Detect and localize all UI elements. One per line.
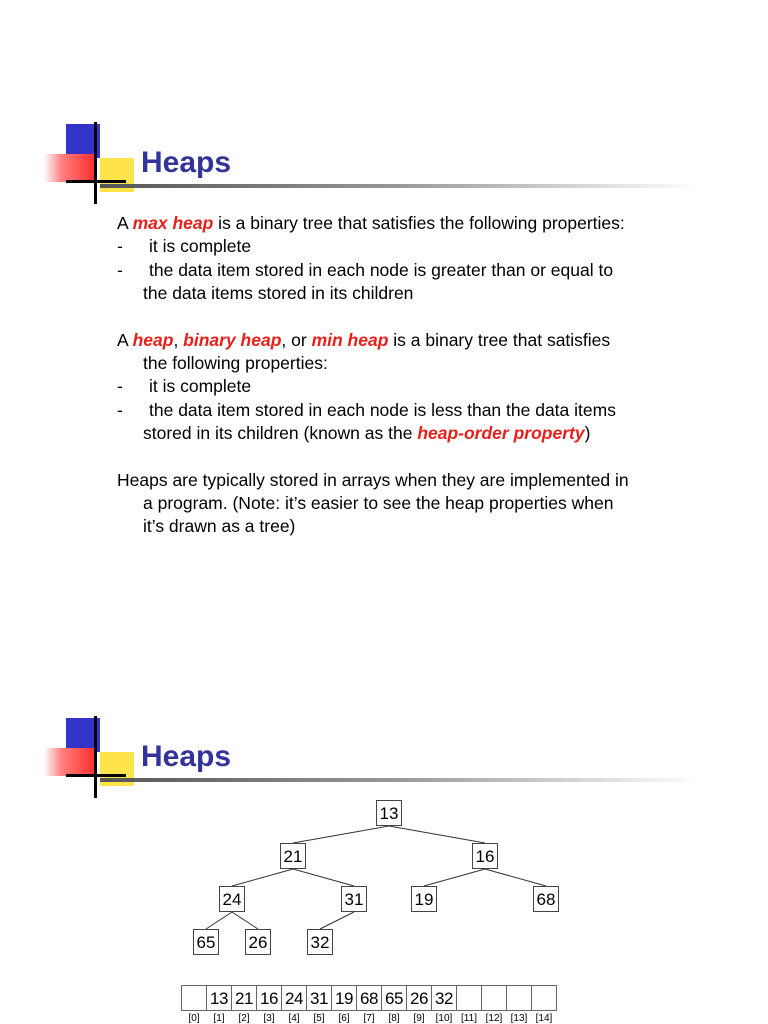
max-heap-definition-text: is a binary tree that satisfies the following properties: [213,213,625,233]
array-cell: 26 [406,985,432,1011]
bullet-continuation [117,422,717,445]
tree-node-root: 13 [376,800,402,826]
paragraph-gap [117,306,717,329]
tree-node: 31 [341,886,367,912]
text-a: A [117,213,133,233]
array-index-label: [12] [485,1013,503,1024]
array-cell: 16 [256,985,282,1011]
tree-edge [485,869,546,886]
tree-edge [232,912,258,929]
tree-node: 19 [411,886,437,912]
array-cell [181,985,207,1011]
array-cell: 21 [231,985,257,1011]
min-heap-definition [117,329,717,352]
tree-node: 26 [245,929,271,955]
bullet-text: the data item stored in each node is greater than or equal to [149,259,614,280]
array-index-label: [10] [435,1013,453,1024]
array-index-label: [0] [188,1013,200,1024]
array-cell [456,985,482,1011]
array-cell [531,985,557,1011]
tree-node: 16 [472,843,498,869]
array-cell: 68 [356,985,382,1011]
array-storage-note-line2: a program. (Note: it’s easier to see the heap properties when [143,493,614,514]
heap-array [182,985,557,1011]
array-storage-note-line3: it’s drawn as a tree) [143,516,296,537]
tree-node: 65 [193,929,219,955]
continuation-text: stored in its children (known as the [143,423,418,444]
array-index-label: [2] [238,1013,250,1024]
max-heap-definition [117,212,717,235]
tree-edge [320,912,354,929]
bullet-item [117,399,717,422]
tree-node: 68 [533,886,559,912]
array-cell: 65 [381,985,407,1011]
tree-edge [232,869,293,886]
tree-edge [293,869,354,886]
bullet-text: it is complete [149,236,252,257]
term-heap: heap [132,329,174,350]
tree-node: 32 [307,929,333,955]
bullet-item [117,259,717,282]
array-cell: 32 [431,985,457,1011]
paragraph-gap [117,446,717,469]
array-index-label: [8] [388,1013,400,1024]
bullet-text: it is complete [149,376,252,397]
array-cell: 13 [206,985,232,1011]
array-index-label: [13] [510,1013,528,1024]
tree-edge [206,912,232,929]
slide-title: Heaps [141,740,232,773]
bullet-text: the data item stored in each node is less than the data items [149,399,616,420]
slide-2 [0,590,768,1024]
array-index-label: [1] [213,1013,225,1024]
bullet-dash: - [117,399,123,420]
array-cell [506,985,532,1011]
term-binary-heap: binary heap [183,329,282,350]
term-min-heap: min heap [311,329,389,350]
bullet-item [117,235,717,258]
tree-edge [424,869,485,886]
min-heap-definition-line2: the following properties: [143,353,328,374]
tree-edge [389,826,485,843]
array-index-label: [3] [263,1013,275,1024]
array-cell: 24 [281,985,307,1011]
logo-horizontal-line [66,180,126,183]
slide-body [117,212,717,539]
array-storage-note: Heaps are typically stored in arrays when they are implemented in [117,469,629,490]
min-heap-definition-text: is a binary tree that satisfies [388,329,611,350]
array-index-label: [5] [313,1013,325,1024]
array-index-label: [7] [363,1013,375,1024]
continuation-close: ) [584,423,591,444]
tree-node: 24 [219,886,245,912]
array-cell: 31 [306,985,332,1011]
bullet-item [117,375,717,398]
tree-edge [293,826,389,843]
slide-logo-icon [44,122,134,212]
logo-red-square [44,154,94,182]
array-index-label: [14] [535,1013,553,1024]
separator: , or [281,329,312,350]
text-a: A [117,329,133,350]
array-indices [182,1013,557,1024]
array-cell [481,985,507,1011]
array-index-label: [6] [338,1013,350,1024]
logo-vertical-line [94,122,97,204]
array-index-label: [11] [461,1013,477,1024]
term-heap-order-property: heap-order property [417,423,585,444]
array-index-label: [9] [413,1013,425,1024]
bullet-continuation: the data items stored in its children [143,283,414,304]
term-max-heap: max heap [132,213,214,233]
separator: , [173,329,184,350]
array-index-label: [4] [288,1013,300,1024]
tree-node: 21 [280,843,306,869]
bullet-dash: - [117,236,123,257]
slide-title: Heaps [141,146,232,179]
bullet-dash: - [117,259,123,280]
title-underline [100,184,700,188]
array-cell: 19 [331,985,357,1011]
bullet-dash: - [117,376,123,397]
